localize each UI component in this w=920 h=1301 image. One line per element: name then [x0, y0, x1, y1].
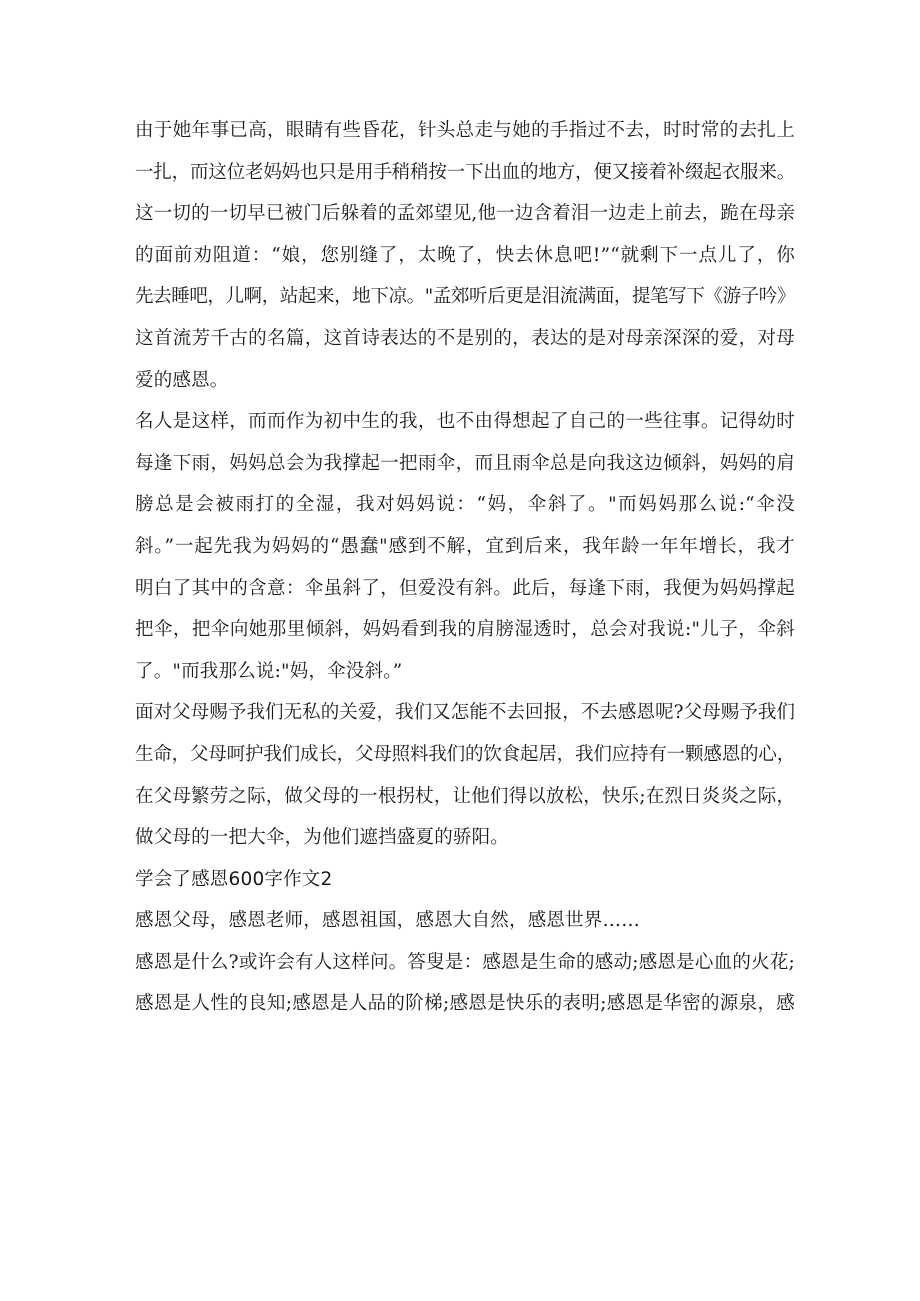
text-line: 一扎，而这位老妈妈也只是用手稍稍按一下出血的地方，便又接着补缀起衣服来。: [135, 161, 795, 183]
text-line: 名人是这样，而而作为初中生的我，也不由得想起了自己的一些往事。记得幼时: [135, 411, 795, 433]
text-line: 斜。”一起先我为妈妈的“愚蠢"感到不解，宜到后来，我年龄一年年增长，我才: [135, 535, 795, 557]
text-line: 的面前劝阻道：“娘，您别缝了，太晚了，快去休息吧!”“就剩下一点儿了，你: [135, 244, 795, 266]
text-line: 做父母的一把大伞，为他们遮挡盛夏的骄阳。: [135, 827, 510, 849]
essay-heading: 学会了感恩600字作文2: [135, 868, 333, 890]
paragraph-gratitude-list: [135, 900, 795, 942]
document-body: [135, 110, 795, 1025]
paragraph-gratitude-parents: [135, 692, 795, 858]
text-line: 感恩是什么?或许会有人这样问。答叟是：感恩是生命的感动;感恩是心血的火花;: [135, 951, 795, 973]
text-line: 这首流芳千古的名篇，这首诗表达的不是别的，表达的是对母亲深深的爱，对母: [135, 327, 795, 349]
text-line: 这一切的一切早已被门后躲着的孟郊望见,他一边含着泪一边走上前去，跪在母亲: [135, 203, 795, 225]
text-line: 面对父母赐予我们无私的关爱，我们又怎能不去回报，不去感恩呢?父母赐予我们: [135, 702, 795, 724]
text-line: 感恩父母，感恩老师，感恩祖国，感恩大自然，感恩世界……: [135, 910, 640, 932]
paragraph-mengjiao-story: [135, 110, 795, 401]
text-line: 感恩是人性的良知;感恩是人品的阶梯;感恩是快乐的表明;感恩是华密的源泉，感: [135, 993, 795, 1015]
paragraph-umbrella-story: [135, 401, 795, 692]
text-line: 每逢下雨，妈妈总会为我撑起一把雨伞，而且雨伞总是向我这边倾斜，妈妈的肩: [135, 452, 795, 474]
text-line: 先去睡吧，儿啊，站起来，地下凉。"孟郊听后更是泪流满面，提笔写下《游子吟》: [135, 286, 795, 308]
text-line: 了。"而我那么说:"妈，伞没斜。”: [135, 660, 403, 682]
text-line: 明白了其中的含意：伞虽斜了，但爱没有斜。此后，每逢下雨，我便为妈妈撑起: [135, 577, 795, 599]
paragraph-what-is-gratitude: [135, 942, 795, 1025]
text-line: 由于她年事已高，眼睛有些昏花，针头总走与她的手指过不去，时时常的去扎上: [135, 120, 795, 141]
text-line: 把伞，把伞向她那里倾斜，妈妈看到我的肩膀湿透时，总会对我说:"儿子，伞斜: [135, 619, 795, 641]
text-line: 膀总是会被雨打的全湿，我对妈妈说：“妈，伞斜了。"而妈妈那么说:“伞没: [135, 494, 795, 516]
text-line: 爱的感恩。: [135, 369, 229, 391]
text-line: 在父母繁劳之际，做父母的一根拐杖，让他们得以放松，快乐;在烈日炎炎之际，: [135, 785, 795, 807]
text-line: 生命，父母呵护我们成长，父母照料我们的饮食起居，我们应持有一颗感恩的心，: [135, 743, 795, 765]
